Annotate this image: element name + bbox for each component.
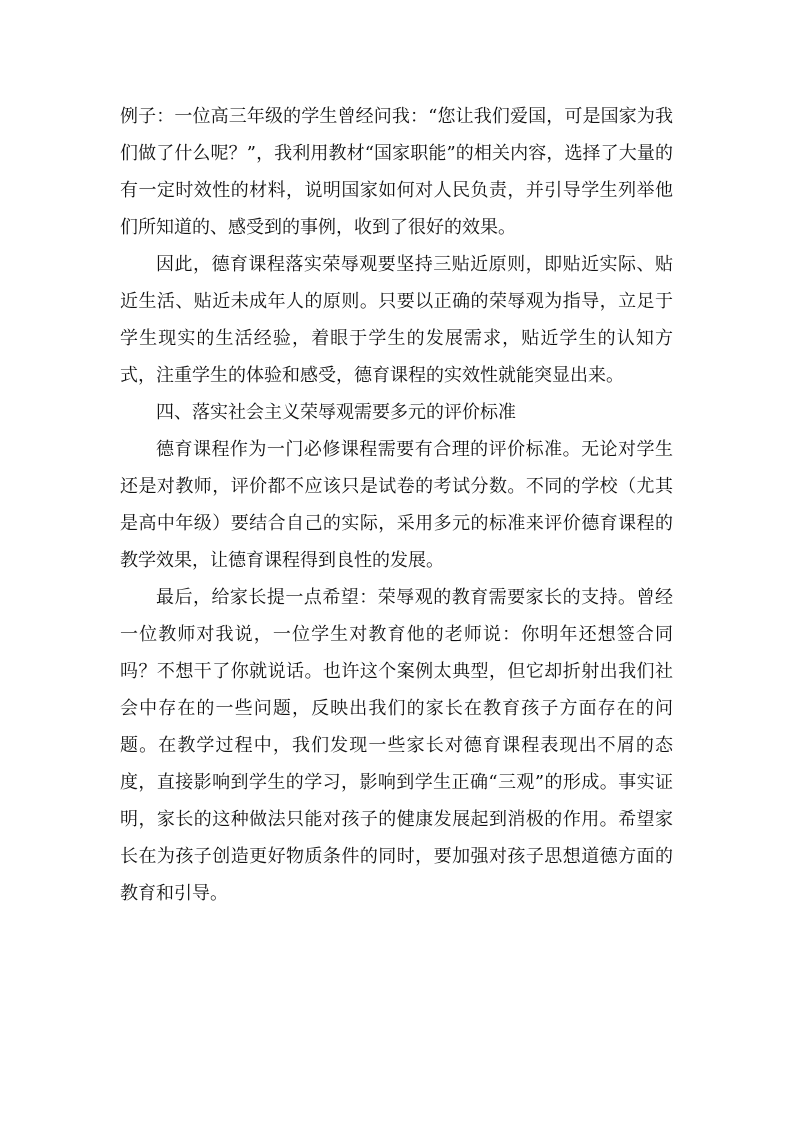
document-body (120, 98, 673, 912)
paragraph-example: 例子：一位高三年级的学生曾经问我：“您让我们爱国，可是国家为我们做了什么呢？”，我利用教材“国家职能”的相关内容，选择了大量的有一定时效性的材料，说明国家如何对人民负责，并引导学生列举他们所知道的、感受到的事例，收到了很好的效果。 (120, 106, 673, 238)
paragraph-parents: 最后，给家长提一点希望：荣辱观的教育需要家长的支持。曾经一位教师对我说，一位学生对教育他的老师说：你明年还想签合同吗？不想干了你就说话。也许这个案例太典型，但它却折射出我们社会中存在的一些问题，反映出我们的家长在教育孩子方面存在的问题。在教学过程中，我们发现一些家长对德育课程表现出不屑的态度，直接影响到学生的学习，影响到学生正确“三观”的形成。事实证明，家长的这种做法只能对孩子的健康发展起到消极的作用。希望家长在为孩子创造更好物质条件的同时，要加强对孩子思想道德方面的教育和引导。 (120, 587, 673, 904)
section-heading: 四、落实社会主义荣辱观需要多元的评价标准 (156, 402, 516, 423)
paragraph-principles: 因此，德育课程落实荣辱观要坚持三贴近原则，即贴近实际、贴近生活、贴近未成年人的原则。只要以正确的荣辱观为指导，立足于学生现实的生活经验，着眼于学生的发展需求，贴近学生的认知方式，注重学生的体验和感受，德育课程的实效性就能突显出来。 (120, 254, 673, 386)
paragraph-evaluation: 德育课程作为一门必修课程需要有合理的评价标准。无论对学生还是对教师，评价都不应该只是试卷的考试分数。不同的学校（尤其是高中年级）要结合自己的实际，采用多元的标准来评价德育课程的教学效果，让德育课程得到良性的发展。 (120, 439, 673, 571)
